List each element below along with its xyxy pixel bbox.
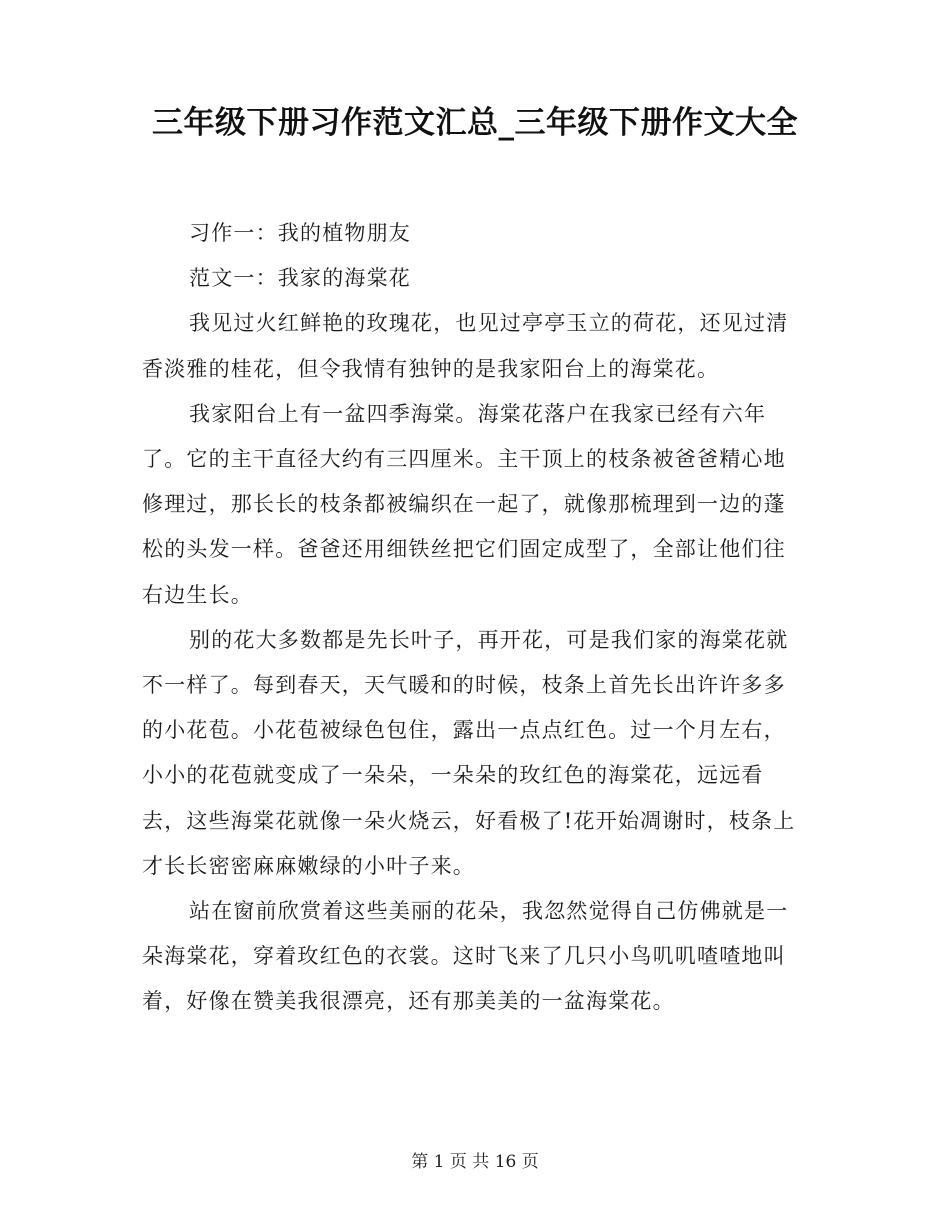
body-paragraph: 别的花大多数都是先长叶子，再开花，可是我们家的海棠花就不一样了。每到春天，天气暖和的时候，枝条上首先长出许许多多的小花苞。小花苞被绿色包住，露出一点点红色。过一个月左右，小小的花苞就变成了一朵朵，一朵朵的玫红色的海棠花，远远看去，这些海棠花就像一朵火烧云，好看极了!花开始凋谢时，枝条上才长长密密麻麻嫩绿的小叶子来。 (142, 627, 796, 878)
essay-title: 范文一：我家的海棠花 (189, 266, 411, 291)
body-paragraph: 我见过火红鲜艳的玫瑰花，也见过亭亭玉立的荷花，还见过清香淡雅的桂花，但令我情有独钟的是我家阳台上的海棠花。 (142, 311, 789, 381)
body-paragraph: 站在窗前欣赏着这些美丽的花朵，我忽然觉得自己仿佛就是一朵海棠花，穿着玫红色的衣裳。这时飞来了几只小鸟叽叽喳喳地叫着，好像在赞美我很漂亮，还有那美美的一盆海棠花。 (142, 899, 789, 1014)
document-body (142, 211, 802, 1025)
section-heading: 习作一：我的植物朋友 (189, 221, 411, 245)
body-paragraph: 我家阳台上有一盆四季海棠。海棠花落户在我家已经有六年了。它的主干直径大约有三四厘米。主干顶上的枝条被爸爸精心地修理过，那长长的枝条都被编织在一起了，就像那梳理到一边的蓬松的头发一样。爸爸还用细铁丝把它们固定成型了，全部让他们往右边生长。 (142, 401, 786, 607)
document-title: 三年级下册习作范文汇总_三年级下册作文大全 (152, 105, 798, 141)
page-footer: 第 1 页 共 16 页 (411, 1152, 539, 1172)
